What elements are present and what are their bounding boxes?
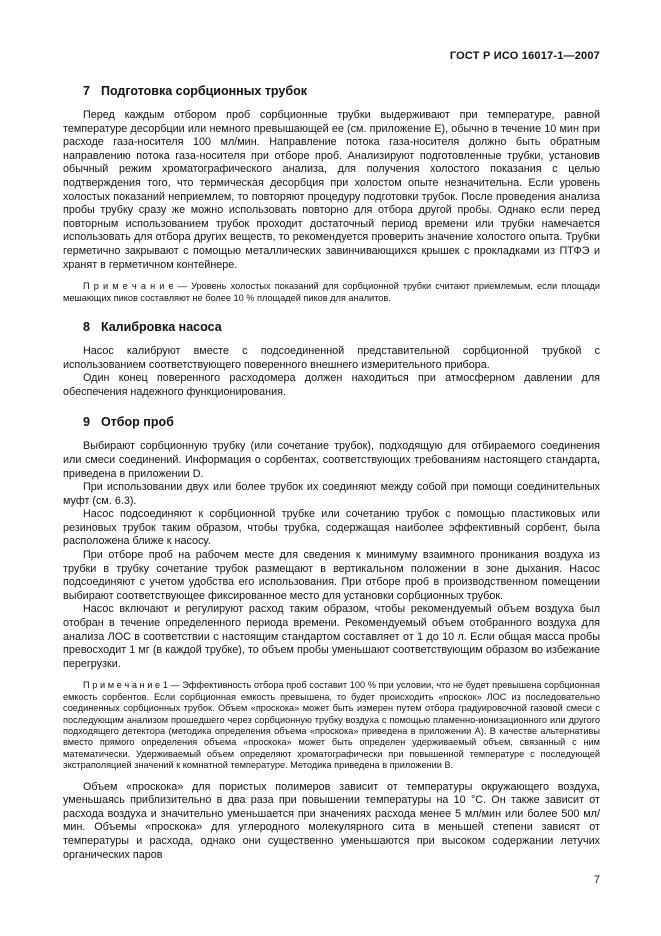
section-9-paragraph-1: Выбирают сорбционную трубку (или сочетание трубок), подходящую для отбираемого соединения или смеси соединений. Информация о сорбентах, соответствующих требованиям настоящего стандарта, приведена в приложении D.	[63, 440, 600, 480]
section-7-paragraph: Перед каждым отбором проб сорбционные трубки выдерживают при температуре, равной температуре десорбции или немного превышающей ее (см. приложение Е), обычно в течение 10 мин при расходе газа-носителя 100 мл/мин. Направление потока газа-носителя должно быть обратным направлению потока газа-носителя при отборе проб. Анализируют подготовленные трубки, установив обычный режим хроматографического анализа, для получения холостого показания с целью подтверждения того, что термическая десорбция при холостом опыте незначительна. Если уровень холостых показаний неприемлем, то повторяют процедуру подготовки трубок. После проведения анализа пробы трубку сразу же можно использовать повторно для отбора другой пробы. Однако если перед повторным использованием трубок проходит достаточный период времени или трубки намечается использовать для отбора других веществ, то рекомендуется проверить значение холостого опыта. Трубки герметично закрывают с помощью металлических завинчивающихся крышек с прокладками из ПТФЭ и хранят в герметичном контейнере.	[63, 109, 600, 271]
section-8-number: 8	[83, 319, 90, 334]
section-9-paragraph-5: Насос включают и регулируют расход таким образом, чтобы рекомендуемый объем воздуха был отобран в течение определенного периода времени. Рекомендуемый объем отобранного воздуха для анализа ЛОС в соответствии с настоящим стандартом составляет от 1 до 10 л. Если общая масса пробы превосходит 1 мг (в каждой трубке), то объем пробы уменьшают соответствующим образом во избежание перегрузки.	[63, 603, 600, 670]
section-7-heading	[83, 84, 600, 98]
section-9-paragraph-2: При использовании двух или более трубок их соединяют между собой при помощи соединительных муфт (см. 6.3).	[63, 481, 600, 507]
section-7-number: 7	[83, 84, 90, 98]
section-9-title: Отбор проб	[100, 415, 174, 430]
section-9-paragraph-4: При отборе проб на рабочем месте для сведения к минимуму взаимного проникания воздуха из трубки в трубку сочетание трубок размещают в вертикальном положении в зоне дыхания. Насос подсоединяют с учетом удобства его использования. При отборе проб в производственном помещении выбирают соответствующее фиксированное место для установки сорбционных трубок.	[63, 549, 600, 602]
section-8-paragraph-1: Насос калибруют вместе с подсоединенной представительной сорбционной трубкой с использованием соответствующего поверенного внешнего измерительного прибора.	[63, 344, 600, 371]
section-9-note-1: П р и м е ч а н и е 1 — Эффективность отбора проб составит 100 % при условии, что не будет превышена сорбционная емкость сорбентов. Если сорбционная емкость превышена, то будет происходить «проскок» ЛОС из последовательно соединенных сорбционных трубок. Объем «проскока» может быть измерен путем отбора градуировочной газовой смеси с последующим анализом прошедшего через сорбционную трубку воздуха с помощью пламенно-ионизационного или другого подходящего детектора (методика определения объема «проскока» приведена в приложении А). В качестве альтернативы вместо прямого определения объема «проскока» может быть определен удерживаемый объем, связанный с ним математически. Удерживаемый объем определяют хроматографически при повышенной температуре с последующей экстраполяцией значений к комнатной температуре. Методика приведена в приложении В.	[63, 680, 600, 771]
section-9-number: 9	[83, 415, 90, 430]
section-8-heading	[83, 320, 600, 334]
section-9-heading	[83, 415, 600, 429]
section-8-paragraph-2: Один конец поверенного расходомера должен находиться при атмосферном давлении для обеспечения надежного функционирования.	[63, 372, 600, 398]
section-8-title: Калибровка насоса	[100, 319, 222, 334]
section-7-title: Подготовка сорбционных трубок	[100, 84, 307, 98]
section-7-note: П р и м е ч а н и е — Уровень холостых показаний для сорбционной трубки считают приемлемым, если площади мешающих пиков составляют не более 10 % площадей пиков для аналитов.	[63, 281, 600, 303]
section-9-paragraph-6: Объем «проскока» для пористых полимеров зависит от температуры окружающего воздуха, уменьшаясь приблизительно в два раза при повышении температуры на 10 °С. Он также зависит от расхода воздуха и значительно уменьшается при значениях расхода менее 5 мл/мин или более 500 мл/мин. Объемы «проскока» для углеродного молекулярного сита в меньшей степени зависят от температуры и расхода, однако они существенно уменьшаются при высоком содержании летучих органических паров	[63, 780, 600, 861]
section-9-paragraph-3: Насос подсоединяют к сорбционной трубке или сочетанию трубок с помощью пластиковых или резиновых трубок таким образом, чтобы трубка, содержащая наиболее эффективный сорбент, была расположена ближе к насосу.	[63, 508, 600, 548]
document-code-header: ГОСТ Р ИСО 16017-1—2007	[449, 50, 600, 62]
page-number: 7	[593, 874, 600, 886]
